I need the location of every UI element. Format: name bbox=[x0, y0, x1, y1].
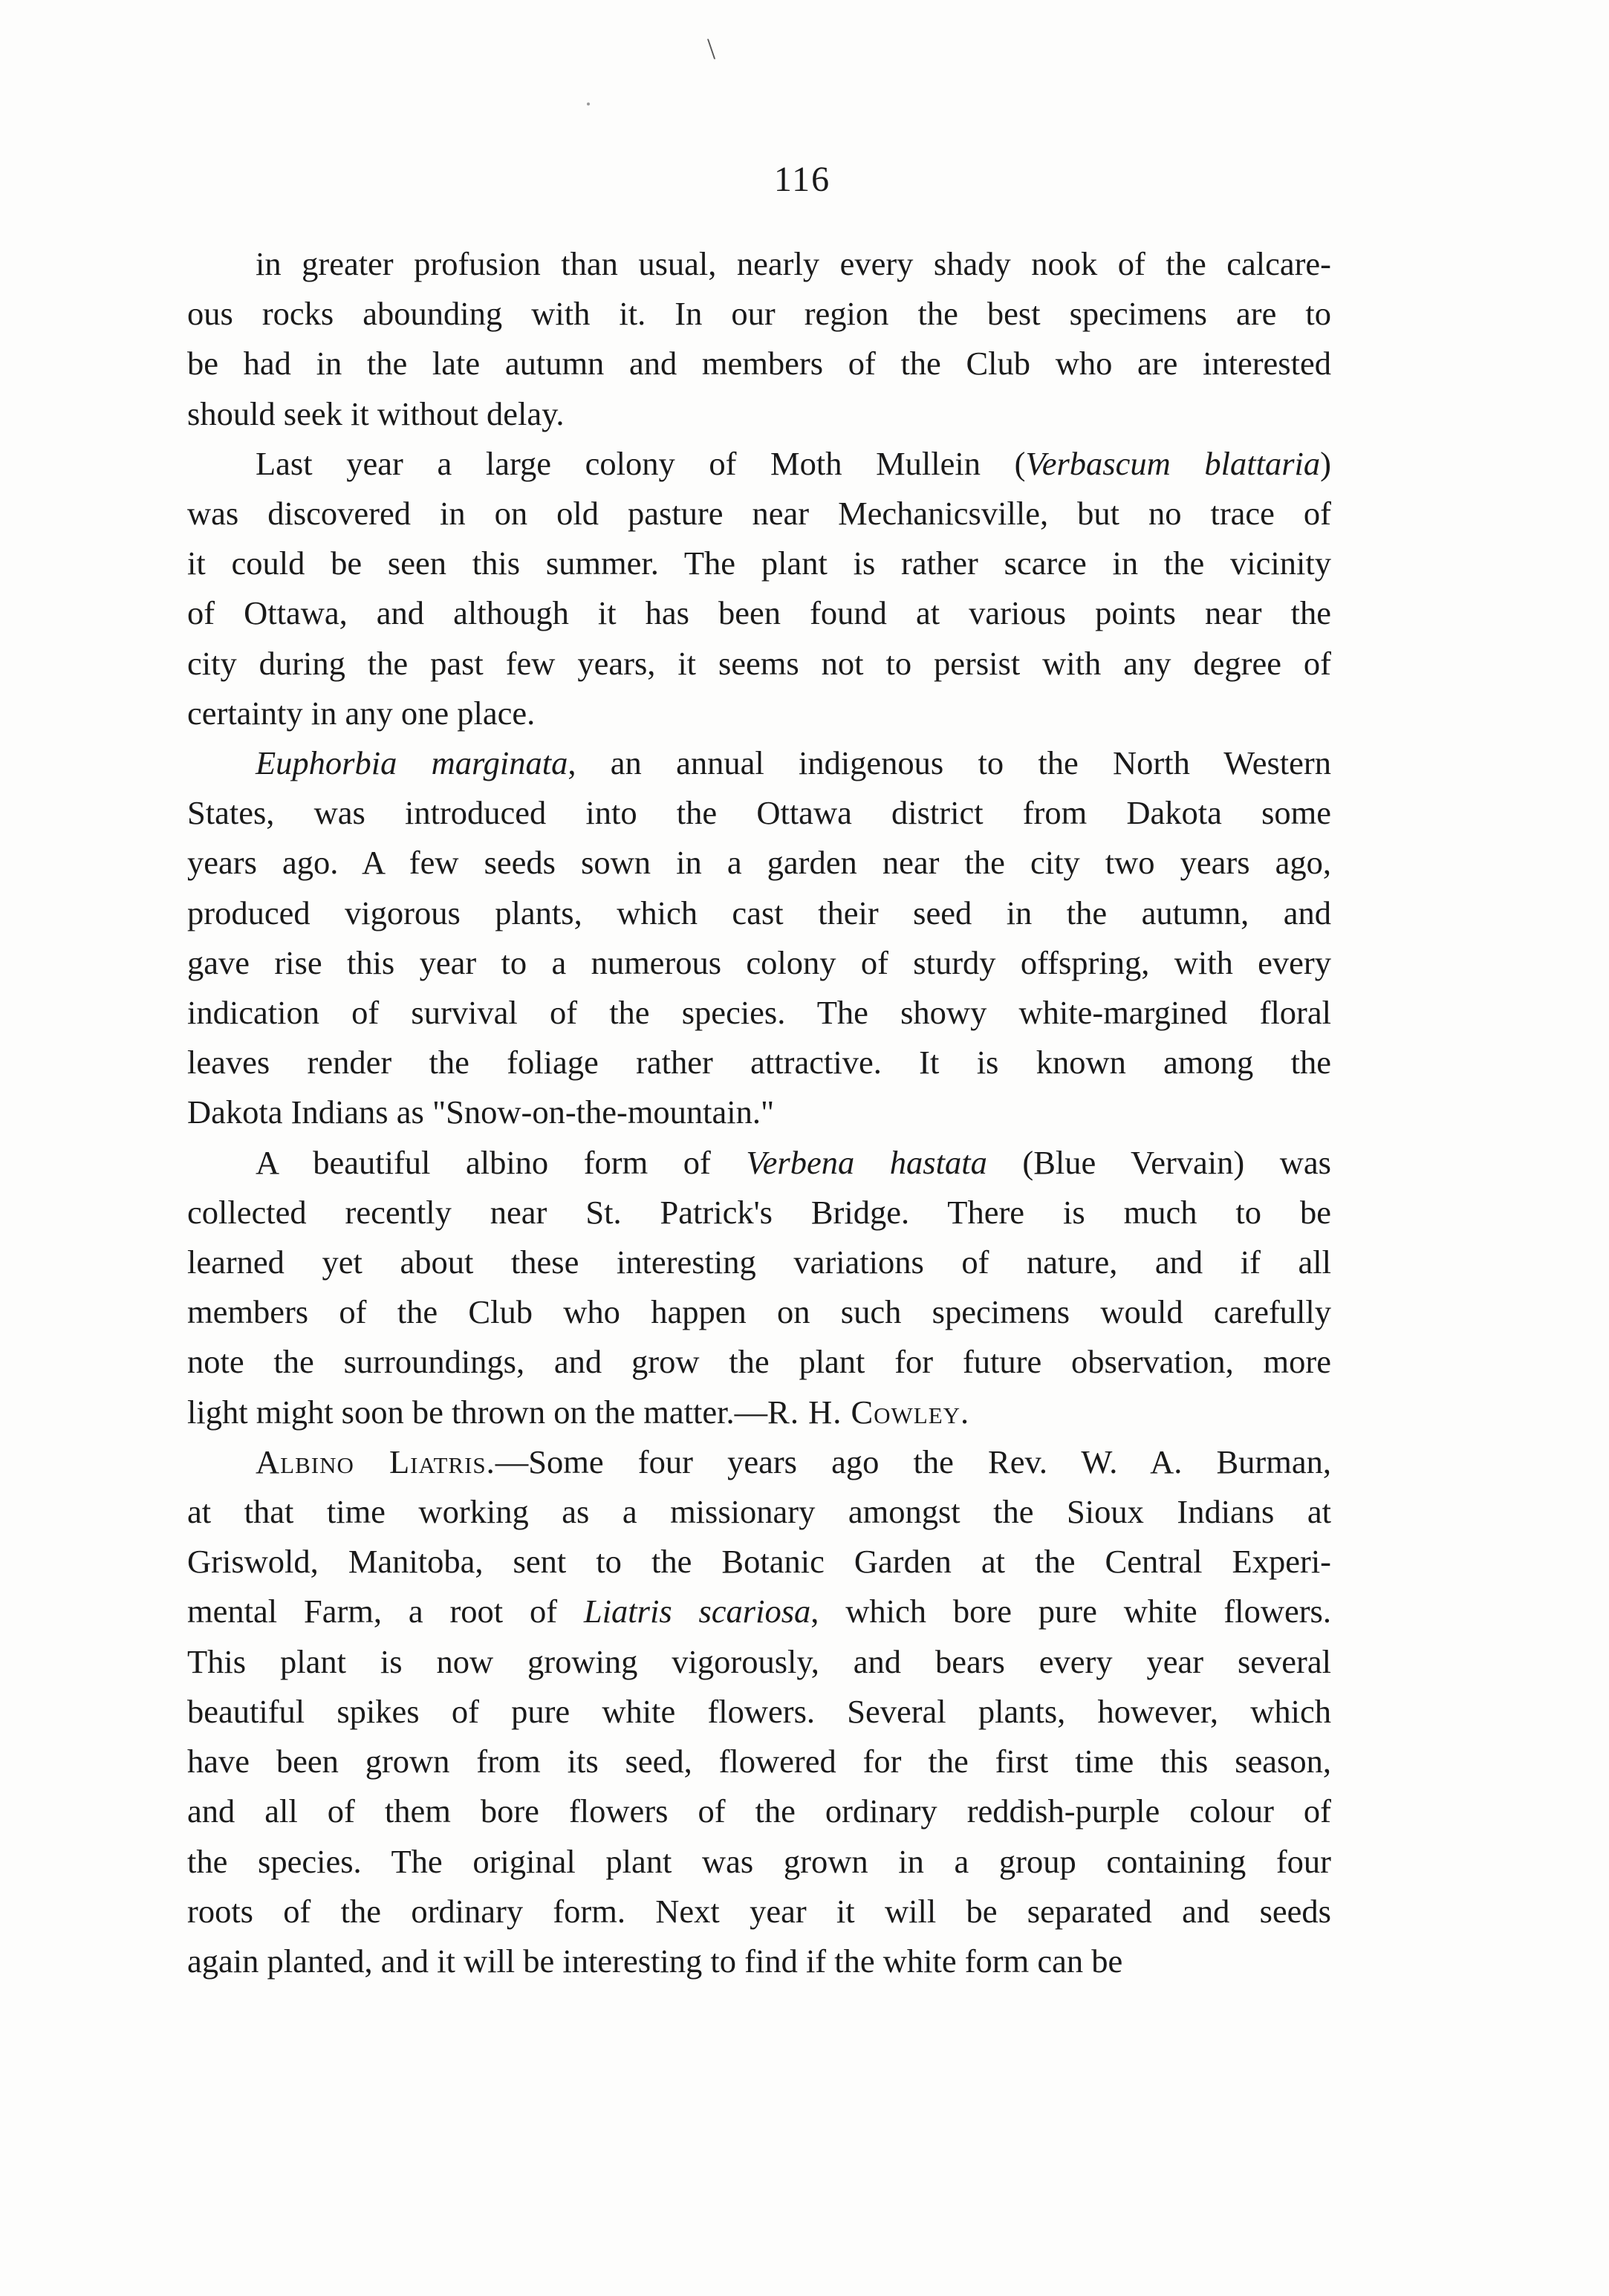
text-line: ous rocks abounding with it. In our region the best specimens are to bbox=[187, 295, 1331, 333]
text-line: This plant is now growing vigorously, and bears every year several bbox=[187, 1642, 1331, 1680]
text-line: should seek it without delay. bbox=[187, 394, 565, 432]
page-number: 116 bbox=[773, 160, 831, 199]
species-name: Liatris scariosa bbox=[583, 1593, 811, 1630]
text-line: Euphorbia marginata, an annual indigenous to the North Western bbox=[256, 744, 1331, 782]
text-line: Last year a large colony of Moth Mullein (Verbascum blattaria) bbox=[256, 444, 1331, 482]
text-line: it could be seen this summer. The plant is rather scarce in the vicinity bbox=[187, 544, 1331, 582]
text-line: was discovered in on old pasture near Mechanicsville, but no trace of bbox=[187, 495, 1331, 533]
species-name: Verbascum blattaria bbox=[1025, 444, 1321, 482]
paragraph bbox=[187, 1138, 1331, 1437]
text-line: members of the Club who happen on such specimens would carefully bbox=[187, 1293, 1331, 1331]
paragraph bbox=[187, 239, 1331, 439]
text-line: Griswold, Manitoba, sent to the Botanic Garden at the Central Experi- bbox=[187, 1543, 1331, 1581]
small-caps-heading: Albino Liatris. bbox=[256, 1443, 495, 1480]
text-line: States, was introduced into the Ottawa district from Dakota some bbox=[187, 794, 1331, 832]
text-line: years ago. A few seeds sown in a garden near the city two years ago, bbox=[187, 844, 1331, 882]
text-line: certainty in any one place. bbox=[187, 694, 536, 732]
text-line: Dakota Indians as "Snow-on-the-mountain." bbox=[187, 1093, 775, 1131]
text-line: at that time working as a missionary amongst the Sioux Indians at bbox=[187, 1493, 1331, 1531]
species-name: Euphorbia marginata bbox=[256, 744, 568, 782]
text-line: indication of survival of the species. The showy white-margined floral bbox=[187, 994, 1331, 1032]
author-signature: R. H. Cowley. bbox=[767, 1393, 970, 1431]
text-line: gave rise this year to a numerous colony of sturdy offspring, with every bbox=[187, 943, 1331, 981]
scan-dot bbox=[587, 103, 590, 105]
text-line: the species. The original plant was grown in a group containing four bbox=[187, 1842, 1331, 1880]
text-line: produced vigorous plants, which cast their seed in the autumn, and bbox=[187, 894, 1331, 931]
body-text bbox=[187, 239, 1331, 1986]
scan-mark: \ bbox=[707, 32, 716, 65]
text-line: of Ottawa, and although it has been found at various points near the bbox=[187, 594, 1331, 632]
text-line: A beautiful albino form of Verbena hastata (Blue Vervain) was bbox=[256, 1143, 1331, 1181]
text-line: light might soon be thrown on the matter.—R. H. Cowley. bbox=[187, 1393, 970, 1431]
text-line: again planted, and it will be interesting to find if the white form can be bbox=[187, 1942, 1123, 1980]
paragraph bbox=[187, 439, 1331, 738]
paragraph bbox=[187, 738, 1331, 1138]
text-line: in greater profusion than usual, nearly every shady nook of the calcare- bbox=[256, 245, 1331, 282]
text-line: collected recently near St. Patrick's Bridge. There is much to be bbox=[187, 1193, 1331, 1231]
text-line: note the surroundings, and grow the plant for future observation, more bbox=[187, 1343, 1331, 1381]
species-name: Verbena hastata bbox=[746, 1143, 987, 1181]
text-line: beautiful spikes of pure white flowers. Several plants, however, which bbox=[187, 1692, 1331, 1730]
text-line: have been grown from its seed, flowered for the first time this season, bbox=[187, 1743, 1331, 1780]
paragraph bbox=[187, 1437, 1331, 1986]
text-line: city during the past few years, it seems not to persist with any degree of bbox=[187, 644, 1331, 682]
text-line: leaves render the foliage rather attractive. It is known among the bbox=[187, 1044, 1331, 1082]
text-line: learned yet about these interesting variations of nature, and if all bbox=[187, 1243, 1331, 1281]
text-line: be had in the late autumn and members of the Club who are interested bbox=[187, 345, 1331, 383]
text-line: mental Farm, a root of Liatris scariosa, which bore pure white flowers. bbox=[187, 1593, 1331, 1630]
text-line: roots of the ordinary form. Next year it will be separated and seeds bbox=[187, 1892, 1331, 1930]
text-line: and all of them bore flowers of the ordinary reddish-purple colour of bbox=[187, 1792, 1331, 1830]
text-line: Albino Liatris.—Some four years ago the Rev. W. A. Burman, bbox=[256, 1443, 1331, 1480]
